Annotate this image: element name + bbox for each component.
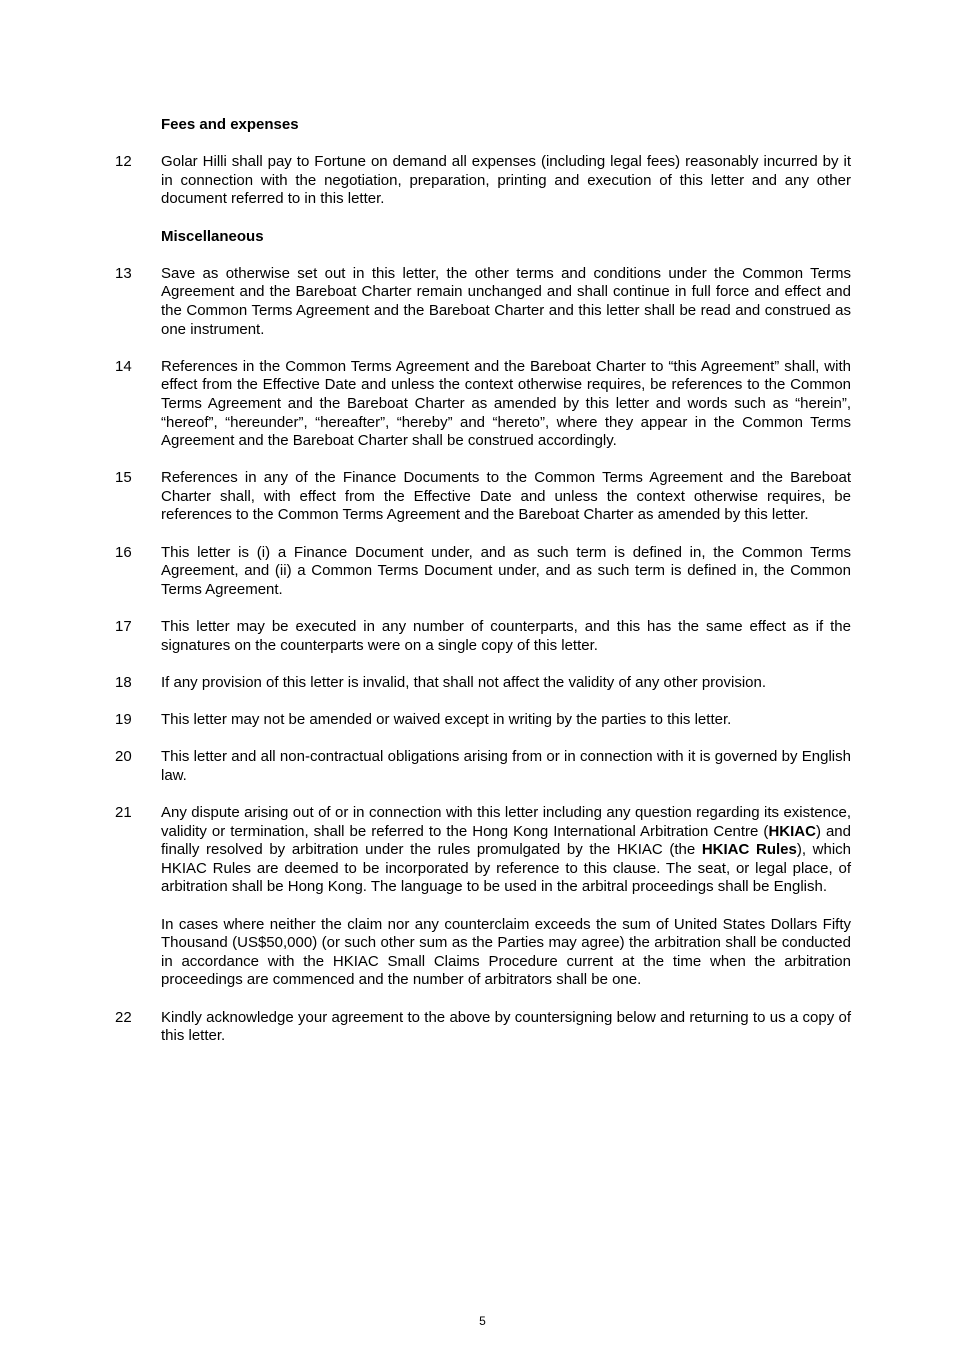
clause-number: 22 xyxy=(115,1008,132,1026)
heading-miscellaneous: Miscellaneous xyxy=(161,227,264,245)
clause-number: 19 xyxy=(115,711,132,728)
clause-number: 18 xyxy=(115,673,132,691)
heading-fees-and-expenses: Fees and expenses xyxy=(161,116,299,133)
clause-20 xyxy=(115,748,851,785)
clause-text xyxy=(161,748,851,785)
clause-text xyxy=(161,1009,851,1046)
clause-text-segment: Any dispute arising out of or in connection with this letter including any question regarding its existence, validity or termination, shall be referred to the Hong Kong International Arbitration Centre ( xyxy=(161,803,851,840)
clause-number: 20 xyxy=(115,748,132,766)
clause-13 xyxy=(115,265,851,339)
clause-text xyxy=(161,618,851,655)
clause-text xyxy=(161,265,851,339)
clause-paragraph xyxy=(161,804,851,897)
page-number: 5 xyxy=(479,1314,486,1328)
clause-14 xyxy=(115,358,851,451)
clause-paragraph: If any provision of this letter is invalid, that shall not affect the validity of any other provision. xyxy=(161,673,767,691)
clause-number: 15 xyxy=(115,469,132,487)
clause-paragraph: References in the Common Terms Agreement and the Bareboat Charter to “this Agreement” shall, with effect from the Effective Date and unless the context otherwise requires, be references to the Common Terms Agreement and the Bareboat Charter as amended by this letter and words such as “herein”, “hereof”, “hereunder”, “hereafter”, “hereby” and “hereto”, where they appear in the Common Terms Agreement and the Bareboat Charter shall be construed accordingly. xyxy=(161,357,851,450)
clause-18 xyxy=(115,674,851,693)
clause-text xyxy=(161,358,851,451)
clause-number: 13 xyxy=(115,264,132,282)
clause-paragraph: References in any of the Finance Documents to the Common Terms Agreement and the Bareboat Charter shall, with effect from the Effective Date and unless the context otherwise requires, be references to the Common Terms Agreement and the Bareboat Charter as amended by this letter. xyxy=(161,469,851,524)
document-body xyxy=(115,116,851,1064)
clause-paragraph: This letter may not be amended or waived except in writing by the parties to this letter. xyxy=(161,711,732,728)
clause-number: 12 xyxy=(115,153,132,171)
clause-text-segment: ), which HKIAC Rules are deemed to be incorporated by reference to this clause. The seat, or legal place, of arbitration shall be Hong Kong. The language to be used in the arbitral proceedings shall be English. xyxy=(161,841,852,896)
clause-number: 16 xyxy=(115,543,132,561)
clause-text xyxy=(161,804,851,990)
clause-paragraph-small-claims: In cases where neither the claim nor any counterclaim exceeds the sum of United States Dollars Fifty Thousand (US$50,000) (or such other sum as the Parties may agree) the arbitration shall be conducted in accordance with the HKIAC Small Claims Procedure current at the time when the arbitration proceedings are commenced and the number of arbitrators shall be one. xyxy=(161,915,851,989)
clause-number: 17 xyxy=(115,618,132,636)
clause-12 xyxy=(115,153,851,209)
clause-19 xyxy=(115,711,851,730)
clause-21 xyxy=(115,804,851,990)
clause-text xyxy=(161,469,851,525)
clause-paragraph: This letter and all non-contractual obligations arising from or in connection with it is governed by English law. xyxy=(161,748,851,784)
clause-16 xyxy=(115,544,851,600)
clause-text xyxy=(161,544,851,600)
clause-text-segment: ) and finally resolved by arbitration under the rules promulgated by the HKIAC (the xyxy=(161,822,851,859)
defined-term-hkiac: HKIAC xyxy=(768,822,816,840)
clause-number: 14 xyxy=(115,357,132,375)
defined-term-hkiac-rules: HKIAC Rules xyxy=(701,841,797,859)
clause-paragraph: Golar Hilli shall pay to Fortune on demand all expenses (including legal fees) reasonably incurred by it in connection with the negotiation, preparation, printing and execution of this letter and any other document referred to in this letter. xyxy=(161,153,851,208)
clause-number: 21 xyxy=(115,803,132,821)
clause-text xyxy=(161,674,851,693)
clause-22 xyxy=(115,1009,851,1046)
clause-paragraph: Kindly acknowledge your agreement to the above by countersigning below and returning to us a copy of this letter. xyxy=(161,1008,851,1045)
clause-paragraph: This letter is (i) a Finance Document under, and as such term is defined in, the Common Terms Agreement, and (ii) a Common Terms Document under, and as such term is defined in, the Common Terms Agreement. xyxy=(161,543,851,598)
clause-17 xyxy=(115,618,851,655)
clause-text xyxy=(161,153,851,209)
clause-paragraph: Save as otherwise set out in this letter, the other terms and conditions under the Common Terms Agreement and the Bareboat Charter remain unchanged and shall continue in full force and effect and the Common Terms Agreement and the Bareboat Charter and this letter shall be read and construed as one instrument. xyxy=(161,264,851,338)
clause-paragraph: This letter may be executed in any number of counterparts, and this has the same effect as if the signatures on the counterparts were on a single copy of this letter. xyxy=(161,618,851,654)
clause-text xyxy=(161,711,851,730)
clause-15 xyxy=(115,469,851,525)
